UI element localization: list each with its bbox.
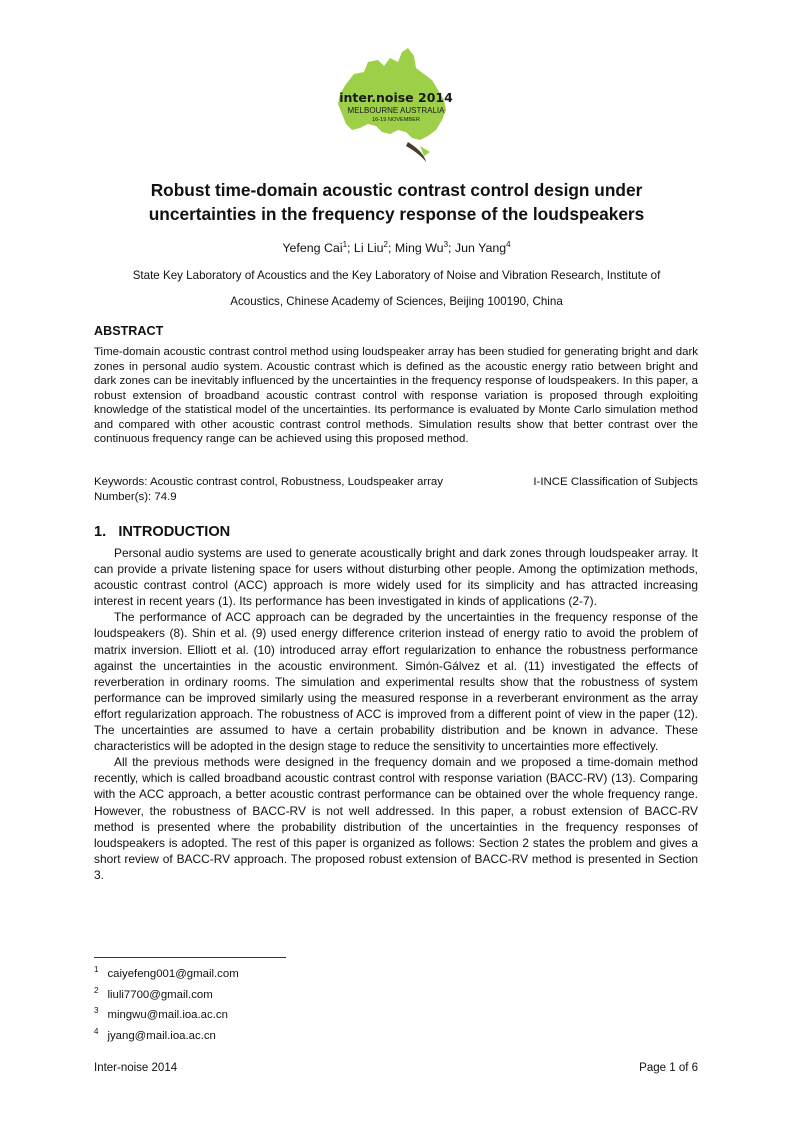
author-separator: ;	[388, 241, 395, 255]
footnote-divider	[94, 957, 286, 958]
footnote-email-link[interactable]: jyang@mail.ioa.ac.cn	[107, 1030, 216, 1043]
logo-dates-text: 16-19 NOVEMBER	[372, 117, 420, 123]
abstract-body: Time-domain acoustic contrast control method using loudspeaker array has been studied for generating bright and dark zones in personal audio system. Acoustic contrast which is defined as the acoustic energy ratio between bright and dark zones can be inevitably influenced by the uncertainties in the frequency response of loudspeakers. In this paper, a robust extension of broadband acoustic contrast control with response variation is proposed through exploiting knowledge of the statistical model of the uncertainties. Its performance is evaluated by Monte Carlo simulation method and compared with other acoustic contrast control methods. Simulation results show that better contrast over the continuous frequency range can be achieved using this proposed method.	[94, 346, 698, 445]
footnote-mark: 4	[94, 1027, 99, 1037]
author-name: Jun Yang	[454, 241, 507, 255]
footnotes	[94, 962, 239, 1045]
author-name: Li Liu	[353, 241, 384, 255]
footnote-email-link[interactable]: liuli7700@gmail.com	[107, 988, 213, 1001]
footer-conference: Inter-noise 2014	[94, 1062, 178, 1074]
logo-name-text: inter.noise 2014	[339, 90, 453, 105]
australia-map-logo-icon	[328, 44, 464, 162]
footnote-mark: 1	[94, 965, 99, 974]
author-list	[60, 240, 733, 255]
title-line-2: uncertainties in the frequency response of the loudspeakers	[148, 204, 645, 224]
author-separator: ;	[448, 241, 455, 255]
logo-city-text: MELBOURNE AUSTRALIA	[347, 106, 445, 115]
classification-number: Number(s): 74.9	[94, 491, 177, 503]
footnote-mark: 3	[94, 1006, 99, 1016]
paragraph: All the previous methods were designed in the frequency domain and we proposed a time-domain method recently, which is called broadband acoustic contrast control with response variation (BACC-RV) (13). Comparing with the ACC approach, a better acoustic contrast performance can be obtained over the whole frequency range. However, the robustness of BACC-RV is not well addressed. In this paper, a robust extension of BACC-RV method is presented where the probability distribution of the uncertainties in the frequency responses of loudspeakers is adopted. The rest of this paper is organized as follows: Section 2 states the problem and gives a short review of BACC-RV approach. The proposed robust extension of BACC-RV method is presented in Section 3.	[94, 755, 698, 882]
keywords: Keywords: Acoustic contrast control, Robustness, Loudspeaker array	[94, 476, 444, 488]
author-mark: 2	[383, 240, 388, 249]
author-mark: 1	[342, 240, 348, 249]
paragraph: The performance of ACC approach can be degraded by the uncertainties in the frequency response of the loudspeakers (8). Shin et al. (9) used energy difference criterion instead of energy ratio to avoid the problem of matrix inversion. Elliott et al. (10) introduced array effort regularization to enhance the robustness performance against the uncertainties in the acoustic environment. Simón-Gálvez et al. (11) investigated the effects of reverberation in ordinary rooms. The simulation and experimental results show that the robustness of system performance can be improved similarly using the measured response in a reverberant environment as the array effort regularization approach. The robustness of ACC is improved from a different point of view in the paper (12). The uncertainties are assumed to have a certain probability distribution and be known in advance. These characteristics will be adopted in the design stage to reduce the sensitivity to uncertainties more effectively.	[94, 610, 698, 754]
author-name: Yefeng Cai	[282, 241, 343, 255]
introduction-body	[94, 545, 698, 883]
affiliation-line-1: State Key Laboratory of Acoustics and the Key Laboratory of Noise and Vibration Research, Institute of	[132, 269, 661, 282]
abstract-heading: ABSTRACT	[94, 324, 164, 338]
title-line-1: Robust time-domain acoustic contrast control design under	[150, 180, 643, 200]
paragraph: Personal audio systems are used to generate acoustically bright and dark zones through loudspeaker array. It can provide a private listening space for users without disturbing other people. Among the optimization methods, acoustic contrast control (ACC) approach is more widely used for its simplicity and has attracted increasing interest in recent years (1). Its performance has been investigated in kinds of applications (2-7).	[94, 546, 698, 609]
footnote	[94, 1024, 239, 1045]
footnote-mark: 2	[94, 985, 99, 995]
author-mark: 4	[506, 240, 511, 249]
footnote-email-link[interactable]: mingwu@mail.ioa.ac.cn	[107, 1009, 228, 1022]
footnote	[94, 983, 239, 1004]
affiliation-line-2: Acoustics, Chinese Academy of Sciences, Beijing 100190, China	[230, 295, 563, 308]
affiliation	[70, 263, 723, 315]
author-separator: ;	[347, 241, 354, 255]
section-heading-introduction: 1. INTRODUCTION	[94, 524, 231, 540]
classification-label: I-INCE Classification of Subjects	[533, 476, 698, 488]
conference-logo	[328, 44, 464, 162]
footnote	[94, 1003, 239, 1024]
footnote-email-link[interactable]: caiyefeng001@gmail.com	[107, 968, 239, 980]
paper-title	[60, 178, 733, 226]
author-mark: 3	[443, 240, 449, 249]
footer-page-number: Page 1 of 6	[639, 1062, 698, 1074]
author-name: Ming Wu	[394, 241, 444, 255]
footnote	[94, 962, 239, 983]
